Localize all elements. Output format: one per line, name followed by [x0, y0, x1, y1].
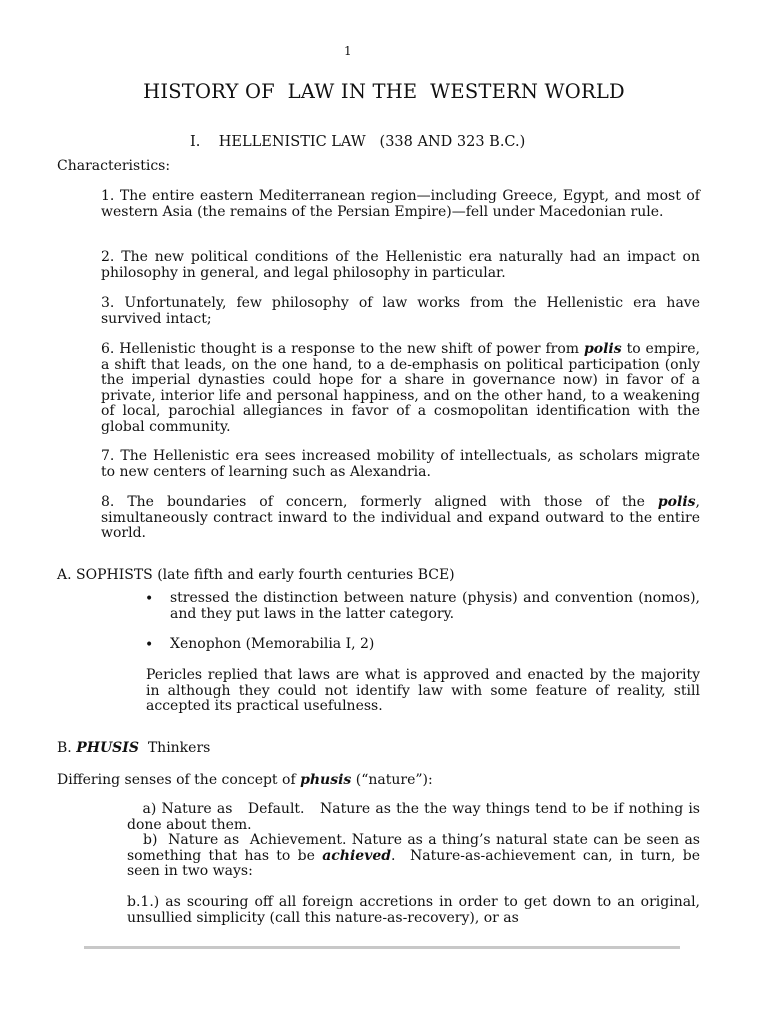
- sense-b-emphasis: achieved: [322, 847, 392, 864]
- page-number: 1: [344, 44, 352, 58]
- paragraph-6-text-b: to empire, a shift that leads, on the one hand, to a de-emphasis on political participation (only the imperial dynasties could hope for a share in governance now) in favor of a private, interior life and personal happiness, and on the other hand, to a weakening of local, parochial allegiances in favor of a cosmopolitan identification with the global community.: [101, 341, 700, 435]
- sense-a-default: a) Nature as Default. Nature as the the way things tend to be if nothing is done about them.: [127, 801, 705, 833]
- senses-emphasis: phusis: [300, 772, 352, 788]
- paragraph-8-text-a: 8. The boundaries of concern, formerly aligned with those of the: [101, 494, 658, 510]
- sense-b1-recovery: b.1.) as scouring off all foreign accretions in order to get down to an original, unsullied simplicity (call this nature-as-recovery), or as: [127, 894, 700, 926]
- sense-b-text-b: . Nature-as-achievement can, in turn, be seen in two ways:: [127, 847, 705, 879]
- sense-b-achievement: [127, 832, 705, 880]
- sophists-bullet-2: Xenophon (Memorabilia I, 2): [170, 636, 375, 652]
- paragraph-7: 7. The Hellenistic era sees increased mobility of intellectuals, as scholars migrate to new centers of learning such as Alexandria.: [101, 448, 700, 480]
- paragraph-1: 1. The entire eastern Mediterranean region—including Greece, Egypt, and most of western Asia (the remains of the Persian Empire)—fell under Macedonian rule.: [101, 188, 700, 220]
- sophists-bullet-1: stressed the distinction between nature (physis) and convention (nomos), and they put laws in the latter category.: [170, 590, 700, 622]
- characteristics-label: Characteristics:: [57, 158, 171, 174]
- section-b-rest: Thinkers: [138, 740, 211, 756]
- senses-text-a: Differing senses of the concept of: [57, 772, 301, 788]
- document-title: HISTORY OF LAW IN THE WESTERN WORLD: [143, 80, 625, 103]
- sense-b-text-a: b) Nature as Achievement. Nature as a thing’s natural state can be seen as something that has to be: [127, 832, 705, 864]
- bullet-icon: •: [145, 591, 154, 607]
- paragraph-6: [101, 342, 700, 435]
- section-heading-hellenistic-law: I. HELLENISTIC LAW (338 AND 323 B.C.): [190, 134, 526, 150]
- paragraph-6-text-a: 6. Hellenistic thought is a response to the new shift of power from: [101, 341, 584, 357]
- senses-text-b: (“nature”):: [351, 772, 433, 788]
- phusis-senses-intro: [57, 772, 433, 788]
- section-b-emphasis: PHUSIS: [76, 740, 139, 756]
- page-divider: [84, 946, 680, 949]
- paragraph-2: 2. The new political conditions of the Hellenistic era naturally had an impact on philosophy in general, and legal philosophy in particular.: [101, 249, 700, 281]
- section-heading-sophists: A. SOPHISTS (late fifth and early fourth centuries BCE): [57, 567, 455, 583]
- paragraph-3: 3. Unfortunately, few philosophy of law works from the Hellenistic era have survived intact;: [101, 295, 700, 327]
- bullet-icon: •: [145, 637, 154, 653]
- section-heading-phusis: [57, 740, 210, 756]
- paragraph-6-emphasis: polis: [583, 341, 622, 357]
- pericles-paragraph: Pericles replied that laws are what is approved and enacted by the majority in although they could not identify law with some feature of reality, still accepted its practical usefulness.: [146, 667, 700, 714]
- section-b-prefix: B.: [57, 740, 77, 756]
- paragraph-8-text-b: , simultaneously contract inward to the individual and expand outward to the entire world.: [101, 494, 700, 541]
- paragraph-8-emphasis: polis: [657, 494, 696, 510]
- paragraph-8: [101, 495, 700, 542]
